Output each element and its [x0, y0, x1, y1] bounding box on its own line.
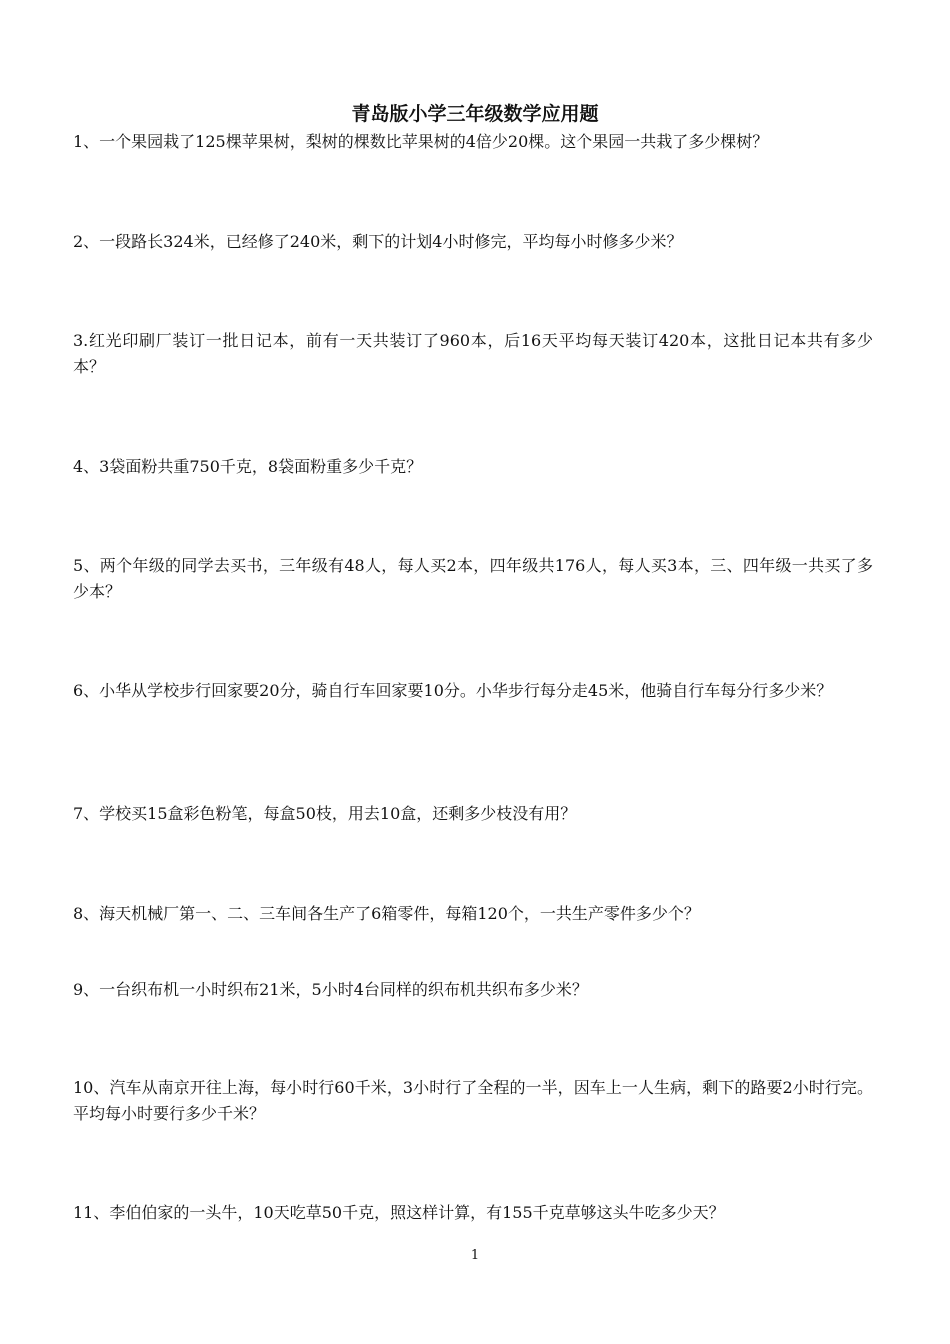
page-title: 青岛版小学三年级数学应用题 [351, 103, 599, 125]
question-9: 9、一台织布机一小时织布21米，5小时4台同样的织布机共织布多少米？ [73, 980, 588, 999]
question-5: 5、两个年级的同学去买书，三年级有48人，每人买2本，四年级共176人，每人买3本，三、四年级一共买了多少本？ [73, 556, 873, 601]
question-1: 1、一个果园栽了125棵苹果树，梨树的棵数比苹果树的4倍少20棵。这个果园一共栽了多少棵树？ [73, 132, 769, 151]
question-8: 8、海天机械厂第一、二、三车间各生产了6箱零件，每箱120个，一共生产零件多少个？ [73, 904, 700, 923]
question-3: 3.红光印刷厂装订一批日记本，前有一天共装订了960本，后16天平均每天装订420本，这批日记本共有多少本？ [73, 331, 873, 376]
question-10: 10、汽车从南京开往上海，每小时行60千米，3小时行了全程的一半，因车上一人生病，剩下的路要2小时行完。平均每小时要行多少千米？ [73, 1078, 873, 1123]
page-number: 1 [470, 1248, 480, 1263]
question-4: 4、3袋面粉共重750千克，8袋面粉重多少千克？ [73, 457, 423, 476]
question-7: 7、学校买15盒彩色粉笔，每盒50枝，用去10盒，还剩多少枝没有用？ [73, 804, 577, 823]
question-11: 11、李伯伯家的一头牛，10天吃草50千克，照这样计算，有155千克草够这头牛吃多少天？ [73, 1203, 725, 1222]
question-2: 2、一段路长324米，已经修了240米，剩下的计划4小时修完，平均每小时修多少米？ [73, 232, 683, 251]
question-6: 6、小华从学校步行回家要20分，骑自行车回家要10分。小华步行每分走45米，他骑自行车每分行多少米？ [73, 681, 833, 700]
